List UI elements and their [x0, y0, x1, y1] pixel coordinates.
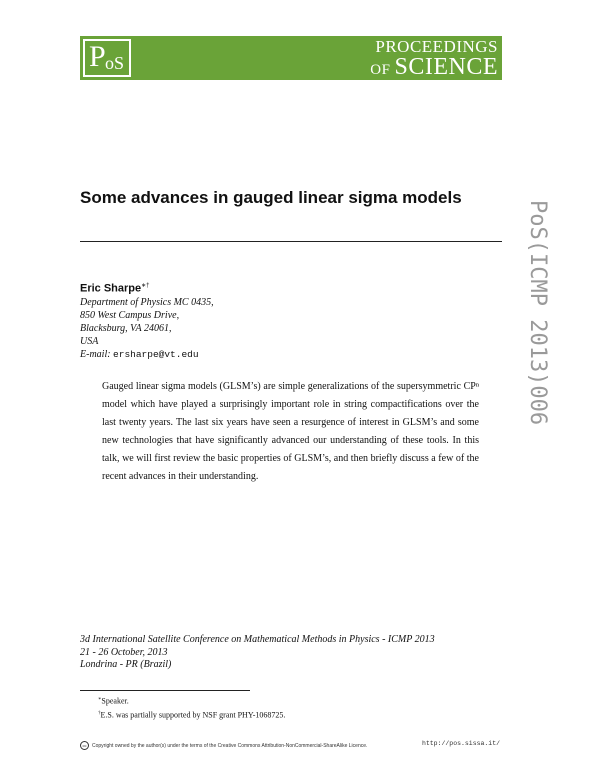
affiliation — [80, 296, 214, 361]
affiliation-line: Blacksburg, VA 24061, — [80, 323, 172, 334]
publisher-line-1: PROCEEDINGS — [375, 37, 498, 56]
footnote — [98, 708, 285, 722]
publisher-science: SCIENCE — [394, 54, 498, 80]
footnote-mark: ∗ — [98, 697, 102, 702]
email-link[interactable]: ersharpe@vt.edu — [113, 349, 199, 360]
title-rule — [80, 241, 502, 242]
author-footnote-marks: ∗† — [141, 283, 150, 289]
affiliation-line: USA — [80, 336, 99, 347]
abstract: Gauged linear sigma models (GLSM’s) are simple generalizations of the supersymmetric CPⁿ model which have played a surprisingly important role in string compactifications over the last twenty years. The last six years have seen a resurgence of interest in GLSM’s and some new technologies that have significantly advanced our understanding of these tools. In this talk, we will first review the basic properties of GLSM’s, and then briefly discuss a few of the recent advances in their understanding. — [102, 381, 479, 482]
footnote-rule — [80, 690, 250, 691]
conference-name: 3d International Satellite Conference on Mathematical Methods in Physics - ICMP 2013 — [80, 634, 435, 645]
pos-banner — [80, 36, 502, 80]
footnote — [98, 694, 285, 708]
author — [80, 282, 150, 295]
paper-title: Some advances in gauged linear sigma models — [80, 188, 462, 207]
footnotes — [98, 694, 285, 721]
creative-commons-icon: cc — [80, 741, 89, 750]
author-name: Eric Sharpe — [80, 282, 142, 295]
email-line — [80, 348, 214, 361]
footnote-mark: † — [98, 710, 101, 716]
affiliation-line: Department of Physics MC 0435, — [80, 297, 214, 308]
publisher-line-2 — [370, 55, 498, 82]
email-label: E-mail: — [80, 349, 111, 360]
conference-location: Londrina - PR (Brazil) — [80, 659, 172, 670]
license-text: Copyright owned by the author(s) under the terms of the Creative Commons Attribution-NonCommercial-ShareAlike Licence. — [92, 742, 368, 749]
conference-dates: 21 - 26 October, 2013 — [80, 646, 168, 658]
pos-url[interactable]: http://pos.sissa.it/ — [421, 740, 500, 747]
footnote-text: Speaker. — [101, 696, 129, 706]
affiliation-line: 850 West Campus Drive, — [80, 310, 180, 321]
pos-logo-subletters: oS — [105, 53, 125, 73]
license-notice — [80, 741, 367, 750]
footnote-text: E.S. was partially supported by NSF grant PHY-1068725. — [100, 710, 286, 720]
conference-info — [80, 634, 435, 672]
pos-logo-letter: P — [89, 40, 106, 73]
publisher-of: OF — [370, 62, 391, 78]
side-identifier: PoS(ICMP 2013)006 — [525, 200, 550, 426]
pos-logo — [83, 39, 131, 77]
